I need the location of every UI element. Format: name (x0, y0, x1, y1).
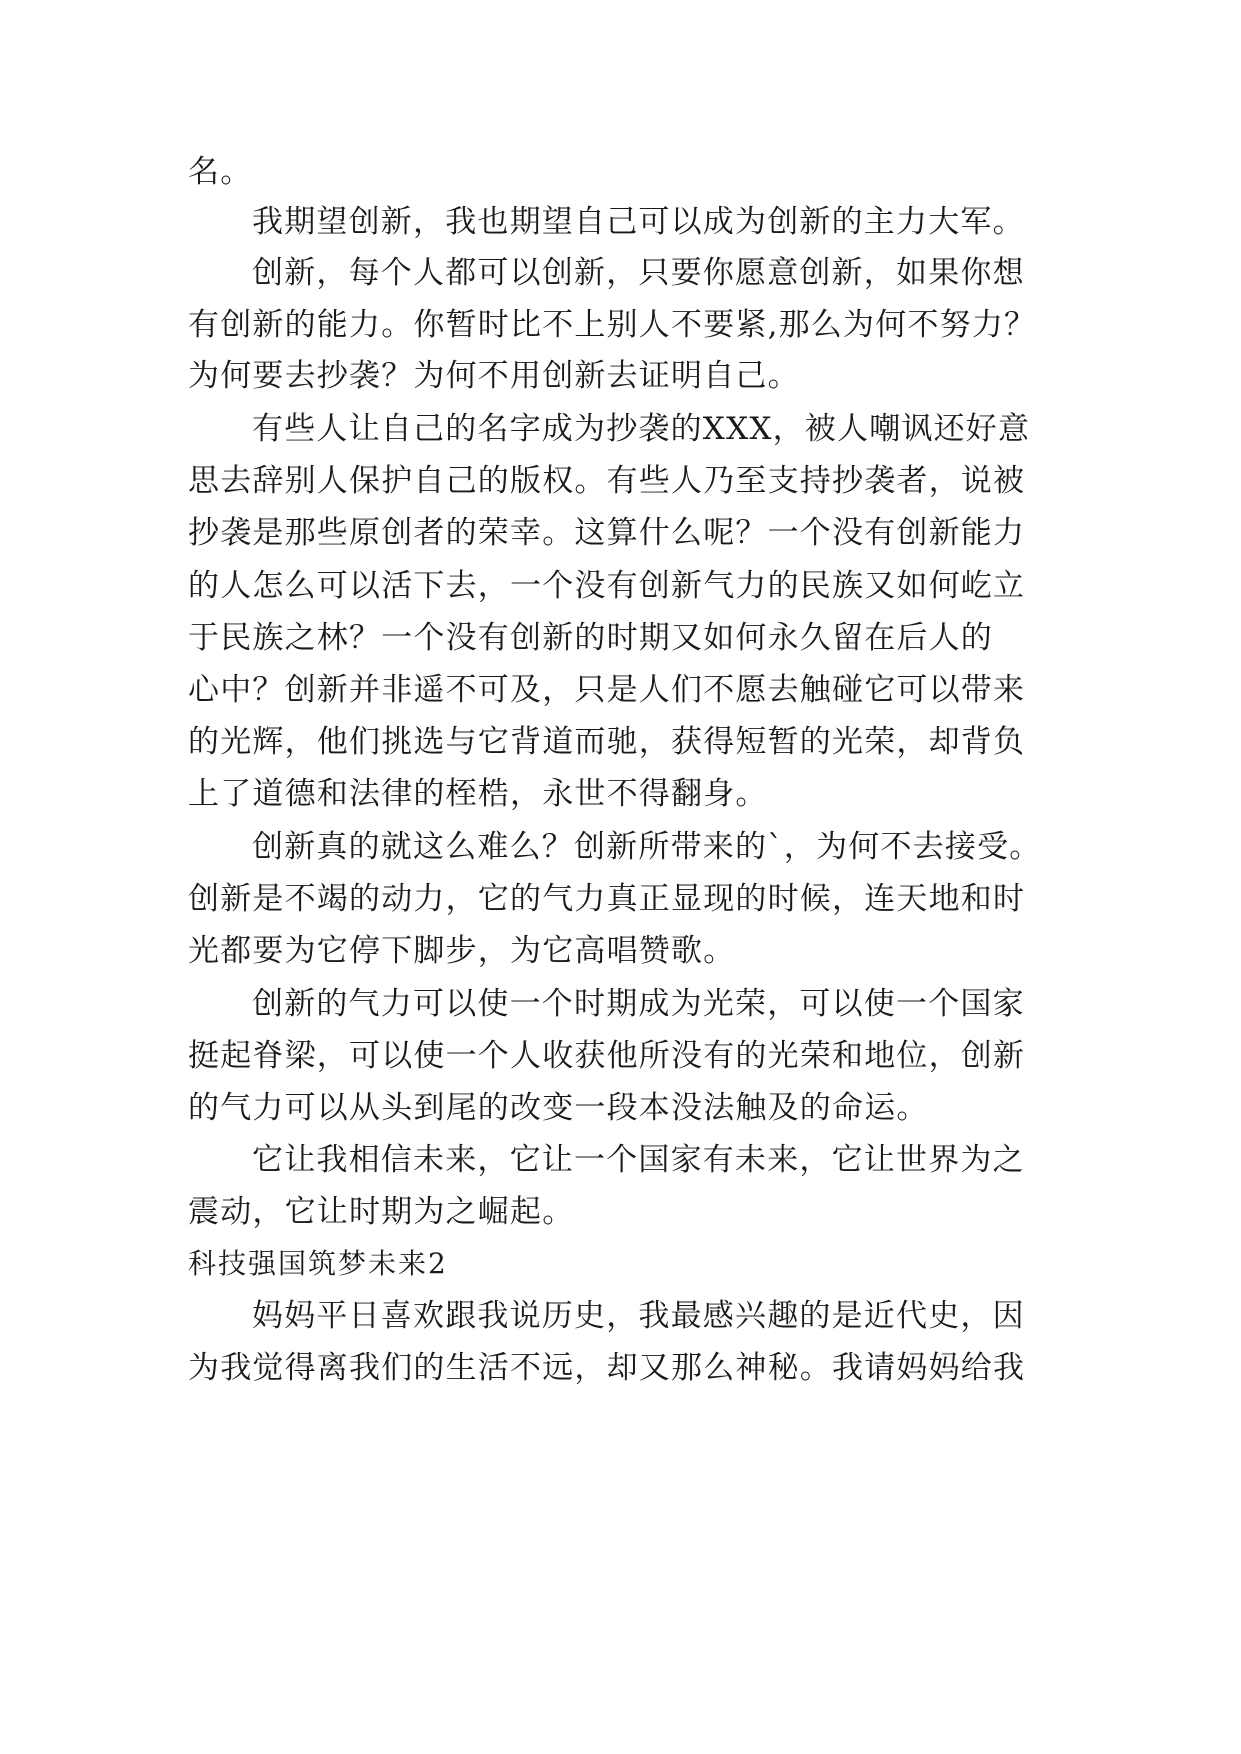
paragraph-first-line: 创新，每个人都可以创新，只要你愿意创新，如果你想 (252, 255, 1025, 291)
text-line: 震动，它让时期为之崛起。 (188, 1194, 575, 1230)
text-line: 有创新的能力。你暂时比不上别人不要紧,那么为何不努力？ (188, 307, 1037, 343)
section-heading: 科技强国筑梦未来2 (188, 1247, 448, 1280)
text-line: 创新是不竭的动力，它的气力真正显现的时候，连天地和时 (188, 881, 1026, 917)
paragraph-first-line: 有些人让自己的名字成为抄袭的XXX，被人嘲讽还好意 (252, 411, 1031, 447)
paragraph-first-line: 它让我相信未来，它让一个国家有未来，它让世界为之 (252, 1142, 1025, 1178)
paragraph-first-line: 我期望创新，我也期望自己可以成为创新的主力大军。 (252, 204, 1025, 240)
text-line: 上了道德和法律的桎梏，永世不得翻身。 (188, 776, 768, 812)
text-line: 于民族之林？一个没有创新的时期又如何永久留在后人的 (188, 620, 993, 656)
text-line: 名。 (188, 154, 253, 190)
text-line: 的人怎么可以活下去，一个没有创新气力的民族又如何屹立 (188, 568, 1026, 604)
text-line: 心中？创新并非遥不可及，只是人们不愿去触碰它可以带来 (188, 672, 1026, 708)
paragraph-first-line: 妈妈平日喜欢跟我说历史，我最感兴趣的是近代史，因 (252, 1298, 1025, 1334)
text-line: 的气力可以从头到尾的改变一段本没法触及的命运。 (188, 1090, 929, 1126)
paragraph-first-line: 创新的气力可以使一个时期成为光荣，可以使一个国家 (252, 986, 1025, 1022)
text-line: 的光辉，他们挑选与它背道而驰，获得短暂的光荣，却背负 (188, 724, 1026, 760)
text-line: 挺起脊梁，可以使一个人收获他所没有的光荣和地位，创新 (188, 1038, 1026, 1074)
text-line: 光都要为它停下脚步，为它高唱赞歌。 (188, 933, 736, 969)
text-line: 抄袭是那些原创者的荣幸。这算什么呢？一个没有创新能力 (188, 515, 1026, 551)
paragraph-first-line: 创新真的就这么难么？创新所带来的`，为何不去接受。 (252, 829, 1042, 865)
text-line: 思去辞别人保护自己的版权。有些人乃至支持抄袭者，说被 (188, 463, 1026, 499)
text-line: 为何要去抄袭？为何不用创新去证明自己。 (188, 358, 800, 394)
text-line: 为我觉得离我们的生活不远，却又那么神秘。我请妈妈给我 (188, 1350, 1026, 1386)
